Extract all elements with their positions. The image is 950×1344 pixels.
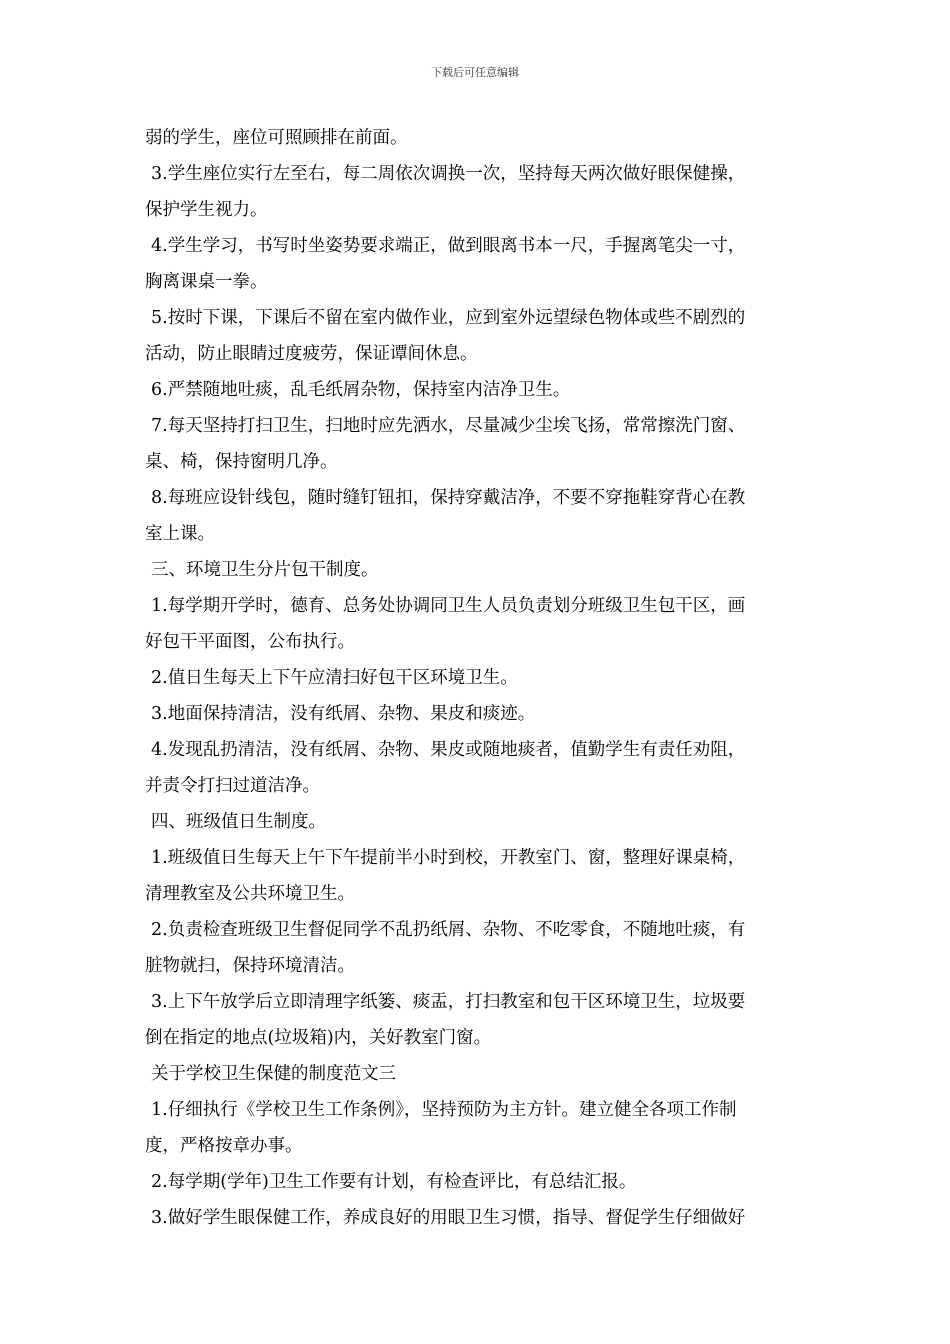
document-body xyxy=(145,120,815,1236)
text-line: 弱的学生，座位可照顾排在前面。 xyxy=(145,128,408,148)
text-line: 5.按时下课，下课后不留在室内做作业，应到室外远望绿色物体或些不剧烈的 xyxy=(151,308,746,328)
text-line: 桌、椅，保持窗明几净。 xyxy=(145,452,338,472)
text-line: 8.每班应设针线包，随时缝钉钮扣，保持穿戴洁净，不要不穿拖鞋穿背心在教 xyxy=(151,488,746,508)
text-line: 2.负责检查班级卫生督促同学不乱扔纸屑、杂物、不吃零食，不随地吐痰，有 xyxy=(151,920,746,940)
text-line: 室上课。 xyxy=(145,524,215,544)
text-line: 清理教室及公共环境卫生。 xyxy=(145,884,355,904)
text-line: 关于学校卫生保健的制度范文三 xyxy=(151,1064,396,1084)
page-header: 下载后可任意编辑 xyxy=(431,66,519,79)
text-line: 3.做好学生眼保健工作，养成良好的用眼卫生习惯，指导、督促学生仔细做好 xyxy=(151,1208,746,1228)
text-line: 度，严格按章办事。 xyxy=(145,1136,303,1156)
text-line: 3.学生座位实行左至右，每二周依次调换一次，坚持每天两次做好眼保健操， xyxy=(151,164,746,184)
text-line: 胸离课桌一拳。 xyxy=(145,272,268,292)
text-line: 2.每学期(学年)卫生工作要有计划，有检查评比，有总结汇报。 xyxy=(151,1172,637,1192)
text-line: 4.学生学习，书写时坐姿势要求端正，做到眼离书本一尺，手握离笔尖一寸， xyxy=(151,236,746,256)
text-line: 四、班级值日生制度。 xyxy=(151,812,326,832)
text-line: 并责令打扫过道洁净。 xyxy=(145,776,320,796)
text-line: 2.值日生每天上下午应清扫好包干区环境卫生。 xyxy=(151,668,518,688)
text-line: 6.严禁随地吐痰，乱毛纸屑杂物，保持室内洁净卫生。 xyxy=(151,380,571,400)
text-line: 活动，防止眼睛过度疲劳，保证谭间休息。 xyxy=(145,344,478,364)
text-line: 三、环境卫生分片包干制度。 xyxy=(151,560,379,580)
text-line: 1.每学期开学时，德育、总务处协调同卫生人员负责划分班级卫生包干区，画 xyxy=(151,596,746,616)
text-line: 3.地面保持清洁，没有纸屑、杂物、果皮和痰迹。 xyxy=(151,704,536,724)
text-line: 脏物就扫，保持环境清洁。 xyxy=(145,956,355,976)
text-line: 1.仔细执行《学校卫生工作条例》，坚持预防为主方针。建立健全各项工作制 xyxy=(151,1100,737,1120)
text-line: 1.班级值日生每天上午下午提前半小时到校，开教室门、窗，整理好课桌椅， xyxy=(151,848,746,868)
text-line: 4.发现乱扔清洁，没有纸屑、杂物、果皮或随地痰者，值勤学生有责任劝阻， xyxy=(151,740,746,760)
text-line: 保护学生视力。 xyxy=(145,200,268,220)
text-line: 7.每天坚持打扫卫生，扫地时应先洒水，尽量减少尘埃飞扬，常常擦洗门窗、 xyxy=(151,416,746,436)
text-line: 好包干平面图，公布执行。 xyxy=(145,632,355,652)
text-line: 3.上下午放学后立即清理字纸篓、痰盂，打扫教室和包干区环境卫生，垃圾要 xyxy=(151,992,746,1012)
text-line: 倒在指定的地点(垃圾箱)内，关好教室门窗。 xyxy=(145,1028,492,1048)
